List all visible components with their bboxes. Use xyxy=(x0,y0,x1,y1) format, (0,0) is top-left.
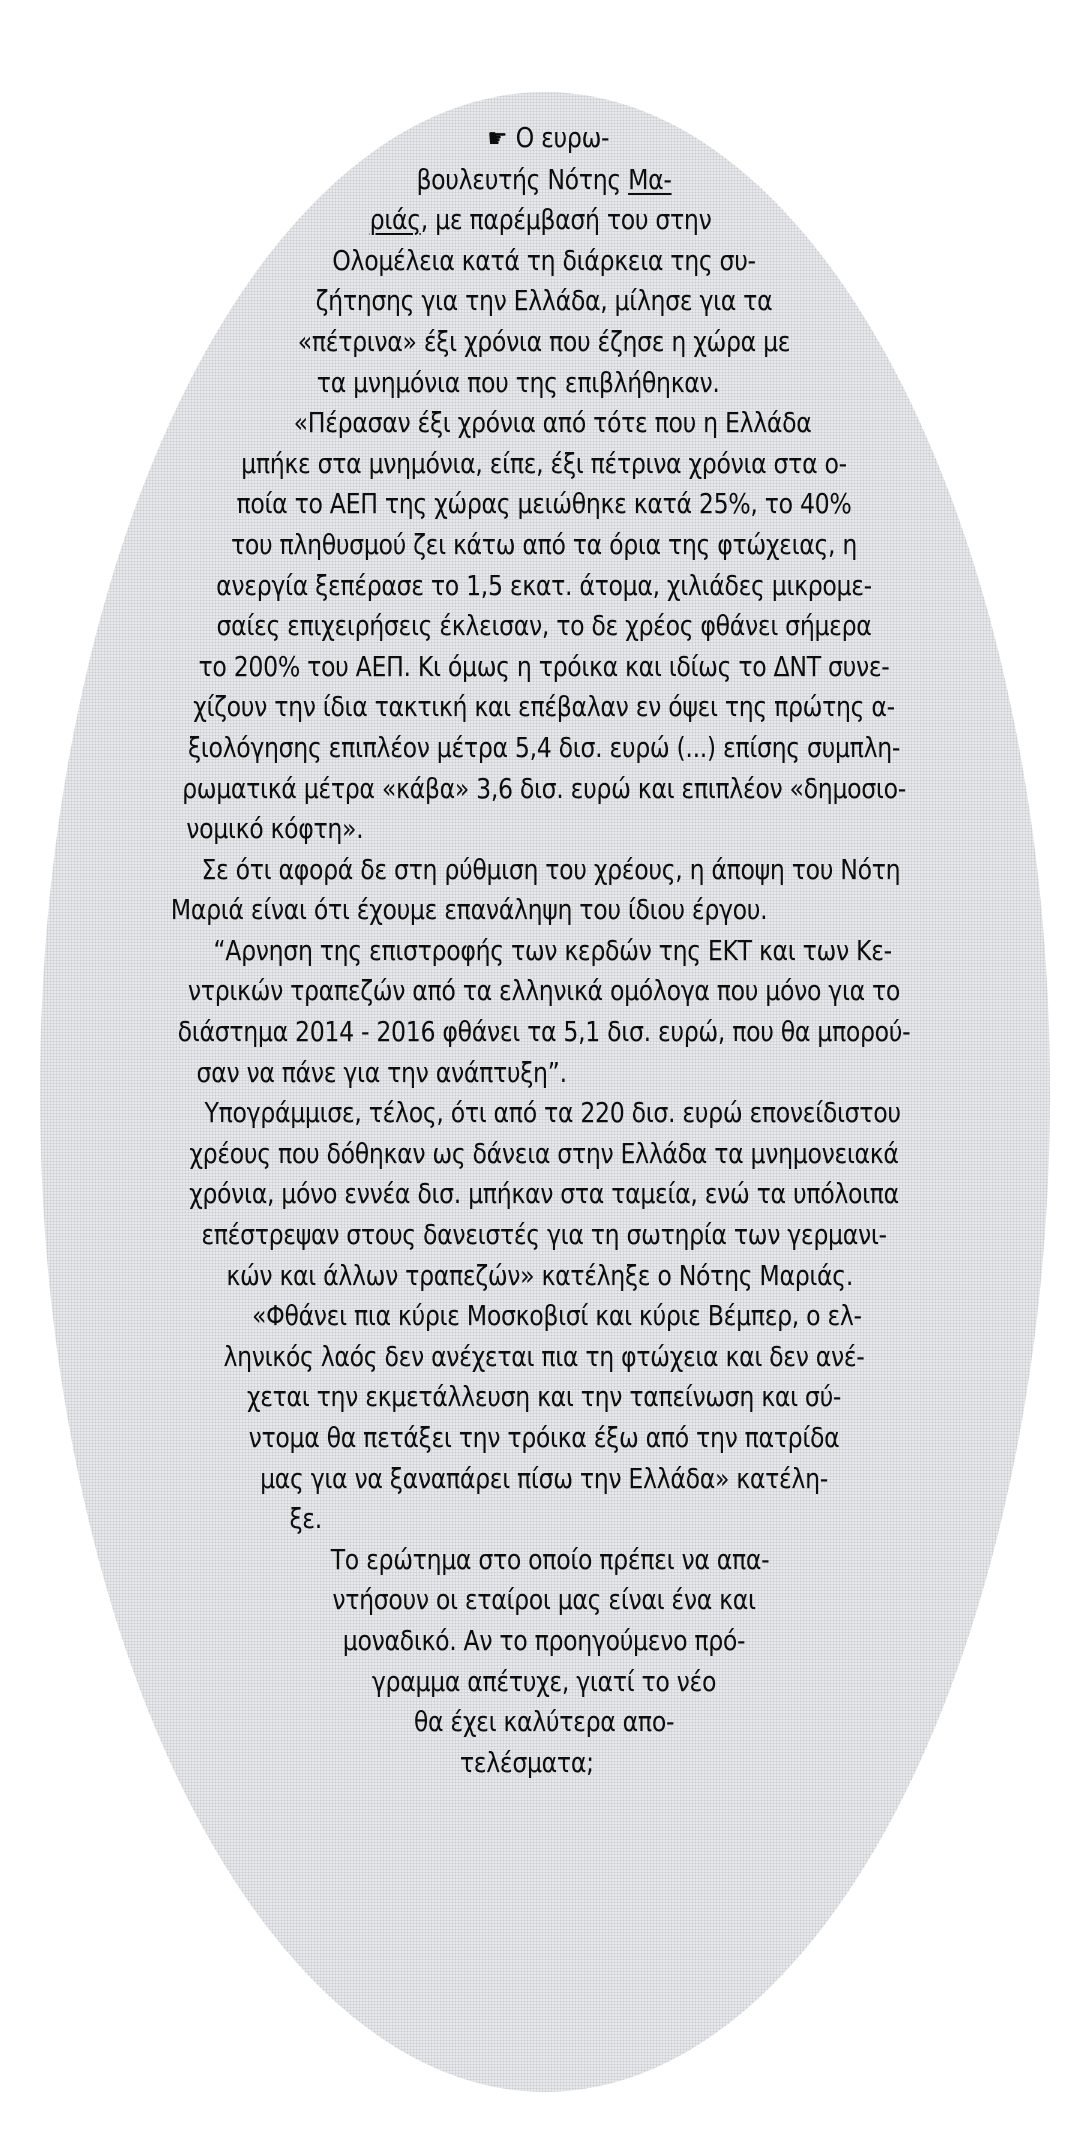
article-line-39: θα έχει καλύτερα απο- xyxy=(413,1706,675,1739)
article-line-20: “Αρνηση της επιστροφής των κερδών της ΕΚΤ και των Κε- xyxy=(213,934,892,967)
article-line-40: τελέσματα; xyxy=(459,1746,594,1779)
article-line-text: , με παρέμβασή του στην xyxy=(420,204,712,237)
article-line-text: Ο ευρω- xyxy=(515,122,610,154)
article-line-4: ζήτησης για την Ελλάδα, μίλησε για τα xyxy=(315,285,773,318)
article-text xyxy=(76,118,1012,1783)
article-line-6: τα μνημόνια που της επιβλήθηκαν. xyxy=(316,366,720,399)
article-line-35: Το ερώτημα στο οποίο πρέπει να απα- xyxy=(330,1543,770,1576)
article-line-text: βουλευτής Νότης xyxy=(416,163,629,196)
article-line-27: επέστρεψαν στους δανειστές για τη σωτηρία των γερμανι- xyxy=(201,1219,887,1252)
article-line-31: χεται την εκμετάλλευση και την ταπείνωση και σύ- xyxy=(246,1381,842,1414)
article-line-1 xyxy=(76,160,1012,201)
article-line-17: νομικό κόφτη». xyxy=(186,813,364,846)
article-line-30: ληνικός λαός δεν ανέχεται πια τη φτώχεια και δεν ανέ- xyxy=(223,1340,865,1373)
article-line-29: «Φθάνει πια κύριε Μοσκοβισί και κύριε Βέμπερ, ο ελ- xyxy=(252,1300,862,1333)
pointing-hand-icon: ☛ xyxy=(487,124,508,154)
article-line-7: «Πέρασαν έξι χρόνια από τότε που η Ελλάδα xyxy=(293,407,812,440)
article-line-25: χρέους που δόθηκαν ως δάνεια στην Ελλάδα τα μνημονειακά xyxy=(189,1137,899,1170)
article-line-5: «πέτρινα» έξι χρόνια που έζησε η χώρα με xyxy=(297,325,791,358)
article-line-16: ρωματικά μέτρα «κάβα» 3,6 δισ. ευρώ και επιπλέον «δημοσιο- xyxy=(182,772,906,805)
underlined-name: ριάς xyxy=(369,204,421,237)
article-line-22: διάστημα 2014 - 2016 φθάνει τα 5,1 δισ. ευρώ, που θα μπορού- xyxy=(177,1016,911,1049)
article-line-19: Μαριά είναι ότι έχουμε επανάληψη του ίδιου έργου. xyxy=(170,894,768,927)
article-line-23: σαν να πάνε για την ανάπτυξη”. xyxy=(196,1056,567,1089)
article-line-10: του πληθυσμού ζει κάτω από τα όρια της φτώχειας, η xyxy=(230,528,858,561)
article-line-34: ξε. xyxy=(289,1503,322,1536)
article-line-36: ντήσουν οι εταίροι μας είναι ένα και xyxy=(332,1584,756,1617)
article-line-18: Σε ότι αφορά δε στη ρύθμιση του χρέους, η άποψη του Νότη xyxy=(201,853,901,886)
article-line-3: Ολομέλεια κατά τη διάρκεια της συ- xyxy=(332,244,756,277)
article-line-13: το 200% του ΑΕΠ. Κι όμως η τρόικα και ιδίως το ΔΝΤ συνε- xyxy=(198,650,890,683)
underlined-name: Μα- xyxy=(628,163,672,196)
article-line-11: ανεργία ξεπέρασε το 1,5 εκατ. άτομα, χιλιάδες μικρομε- xyxy=(216,569,872,602)
article-line-26: χρόνια, μόνο εννέα δισ. μπήκαν στα ταμεία, ενώ τα υπόλοιπα xyxy=(189,1178,899,1211)
article-line-38: γραμμα απέτυχε, γιατί το νέο xyxy=(371,1665,717,1698)
article-line-12: σαίες επιχειρήσεις έκλεισαν, το δε χρέος φθάνει σήμερα xyxy=(216,610,872,643)
article-line-33: μας για να ξαναπάρει πίσω την Ελλάδα» κατέλη- xyxy=(260,1462,828,1495)
article-line-8: μπήκε στα μνημόνια, είπε, έξι πέτρινα χρόνια στα ο- xyxy=(241,447,847,480)
article-line-21: ντρικών τραπεζών από τα ελληνικά ομόλογα που μόνο για το xyxy=(187,975,901,1008)
article-line-37: μοναδικό. Αν το προηγούμενο πρό- xyxy=(342,1624,746,1657)
article-line-24: Υπογράμμισε, τέλος, ότι από τα 220 δισ. ευρώ επονείδιστου xyxy=(204,1097,901,1130)
article-line-2 xyxy=(76,200,1012,241)
article-line-0 xyxy=(76,118,1012,160)
article-line-32: ντομα θα πετάξει την τρόικα έξω από την πατρίδα xyxy=(248,1422,840,1454)
article-line-15: ξιολόγησης επιπλέον μέτρα 5,4 δισ. ευρώ (...) επίσης συμπλη- xyxy=(187,731,901,764)
article-line-28: κών και άλλων τραπεζών» κατέληξε ο Νότης Μαριάς. xyxy=(226,1259,854,1292)
article-line-9: ποία το ΑΕΠ της χώρας μειώθηκε κατά 25%, το 40% xyxy=(236,488,852,521)
article-line-14: χίζουν την ίδια τακτική και επέβαλαν εν όψει της πρώτης α- xyxy=(193,691,895,724)
